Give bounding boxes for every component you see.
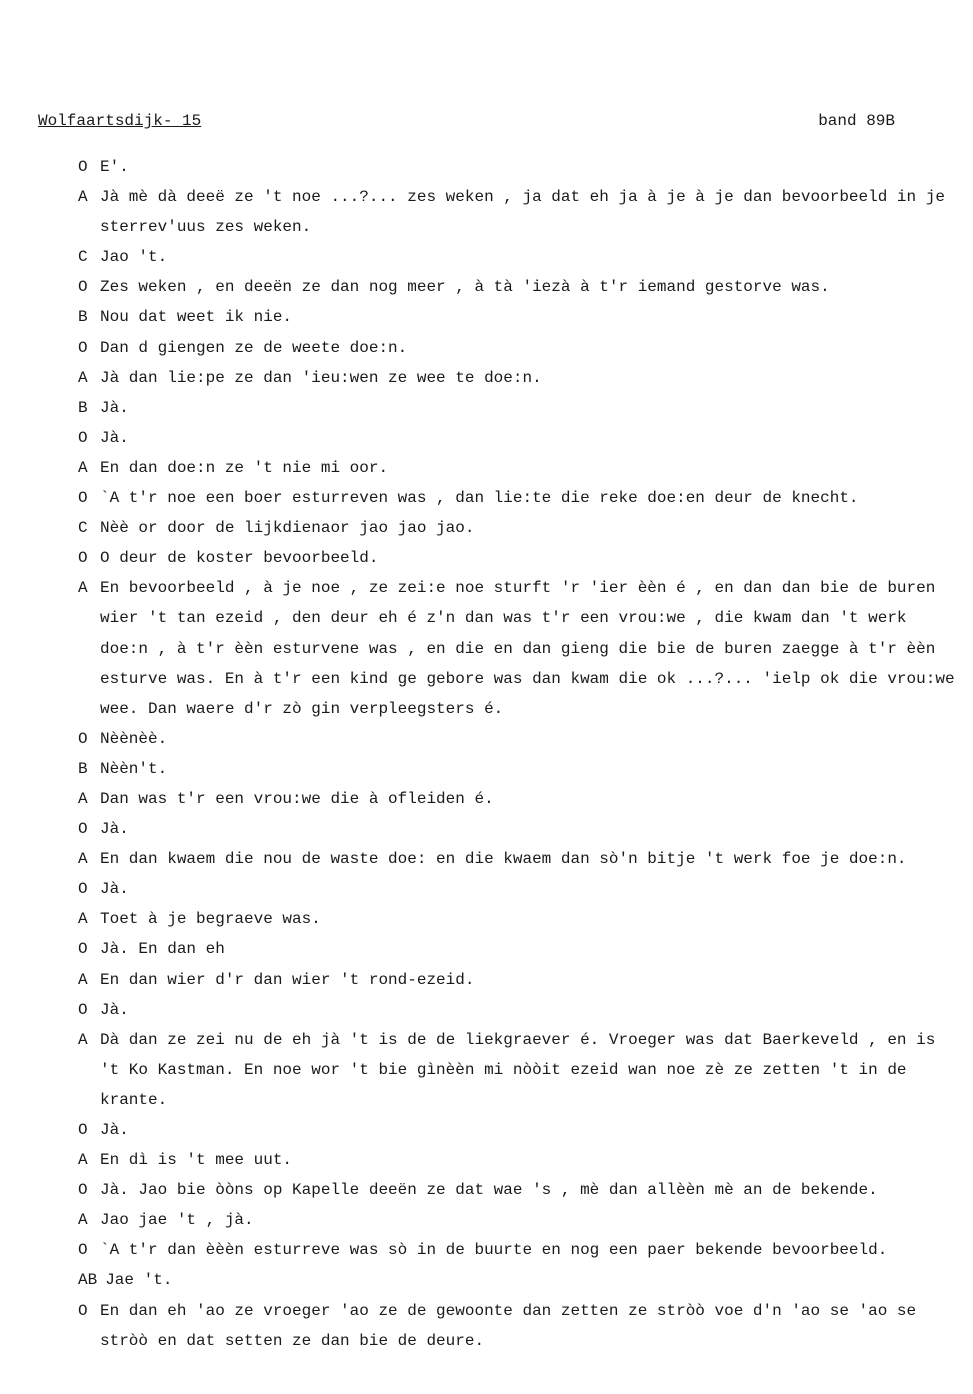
transcript-line [78,453,958,483]
utterance-text: Jà. [100,398,129,417]
utterance-text: Jà. En dan eh [100,940,225,959]
speaker-label: B [78,398,88,417]
utterance-text: Jao jae 't , jà. [100,1211,254,1230]
utterance-text: Nèè or door de lijkdienaor jao jao jao. [100,519,475,538]
transcript-line [78,1205,958,1235]
transcript-line [78,182,958,242]
speaker-label: B [78,308,88,327]
utterance-text: Nèènèè. [100,729,168,748]
utterance-text: Nèèn't. [100,759,168,778]
transcript-line [78,363,958,393]
transcript-line [78,754,958,784]
transcript-line [78,1175,958,1205]
speaker-label: B [78,759,88,778]
transcript-line [78,302,958,332]
transcript-line [78,1145,958,1175]
speaker-label: A [78,368,88,387]
transcript-line [78,152,958,182]
utterance-text: Dà dan ze zei nu de eh jà 't is de de liekgraever é. Vroeger was dat Baerkeveld , en is 't Ko Kastman. En noe wor 't bie gìnèèn mi nòòit ezeid wan noe zè ze zetten 't in de krante. [100,1030,936,1109]
transcript-line [78,1025,958,1115]
utterance-text: Jao 't. [100,248,168,267]
speaker-label: C [78,519,88,538]
utterance-text: En dan kwaem die nou de waste doe: en die kwaem dan sò'n bitje 't werk foe je doe:n. [100,850,907,869]
utterance-text: Nou dat weet ik nie. [100,308,293,327]
transcript-line [78,814,958,844]
speaker-label: O [78,1241,88,1260]
speaker-label: A [78,910,88,929]
speaker-label: O [78,428,88,447]
speaker-label: O [78,820,88,839]
transcript-line [78,904,958,934]
transcript-line [78,393,958,423]
speaker-label: O [78,549,88,568]
speaker-label: O [78,489,88,508]
utterance-text: Jà. [100,1000,129,1019]
speaker-label: O [78,1000,88,1019]
speaker-label: O [78,1181,88,1200]
speaker-label: A [78,579,88,598]
transcript-line [78,483,958,513]
utterance-text: Dan was t'r een vrou:we die à ofleiden é. [100,789,494,808]
utterance-text: Jà. [100,1121,129,1139]
speaker-label: O [78,1301,88,1320]
utterance-text: En dan doe:n ze 't nie mi oor. [100,458,389,477]
speaker-label: A [78,1151,88,1170]
utterance-text: Jà. Jao bie òòns op Kapelle deeën ze dat wae 's , mè dan allèèn mè an de bekende. [100,1181,878,1200]
transcript-line [78,874,958,904]
utterance-text: Jà dan lie:pe ze dan 'ieu:wen ze wee te doe:n. [100,368,542,387]
utterance-text: Jà. [100,880,129,899]
utterance-text: E'. [100,158,129,176]
transcript-line [78,423,958,453]
speaker-label: O [78,729,88,748]
utterance-text: Jà. [100,820,129,839]
transcript-line [78,995,958,1025]
transcript-lines [78,152,958,1356]
utterance-text: Jà mè dà deeë ze 't noe ...?... zes weken , ja dat eh ja à je à je dan bevoorbeeld in je sterrev'uus zes weken. [100,188,945,237]
speaker-label: A [78,188,88,207]
speaker-label: O [78,880,88,899]
speaker-label: A [78,850,88,869]
utterance-text: En dan eh 'ao ze vroeger 'ao ze de gewoonte dan zetten ze stròò voe d'n 'ao se 'ao se stròò en dat setten ze dan bie de deure. [100,1301,917,1350]
utterance-text: En bevoorbeeld , à je noe , ze zei:e noe sturft 'r 'ier èèn é , en dan dan bie de buren wier 't tan ezeid , den deur eh é z'n dan was t'r een vrou:we , die kwam dan 't werk doe:n , à t'r èèn esturvene was , en die en dan gieng die bie de buren zaegge à t'r èèn esturve was. En à t'r een kind ge gebore was dan kwam die ok ...?... 'ielp ok die vrou:we wee. Dan waere d'r zò gin verpleegsters é. [100,579,955,718]
transcript-line [78,934,958,964]
transcript-line [78,1265,958,1295]
transcript-line [78,1296,958,1356]
speaker-label: A [78,789,88,808]
speaker-label: A [78,1030,88,1049]
speaker-label: O [78,278,88,297]
transcript-line [78,543,958,573]
tape-label: band 89B [818,112,895,130]
speaker-label: AB [78,1271,98,1290]
utterance-text: Toet à je begraeve was. [100,910,321,929]
speaker-label: A [78,1211,88,1230]
utterance-text: Dan d giengen ze de weete doe:n. [100,338,408,357]
utterance-text: Jà. [100,428,129,447]
transcript-line [78,242,958,272]
transcript-line [78,573,958,723]
transcript-line [78,784,958,814]
transcript-line [78,844,958,874]
speaker-label: O [78,940,88,959]
transcript-line [78,1235,958,1265]
utterance-text: Zes weken , en deeën ze dan nog meer , à tà 'iezà à t'r iemand gestorve was. [100,278,830,297]
utterance-text: En dan wier d'r dan wier 't rond-ezeid. [100,970,475,989]
utterance-text: En dì is 't mee uut. [100,1151,293,1170]
utterance-text: `A t'r dan èèèn esturreve was sò in de buurte en nog een paer bekende bevoorbeeld. [100,1241,888,1260]
transcript-line [78,513,958,543]
transcript-line [78,724,958,754]
transcript-line [78,272,958,302]
utterance-text: Jae 't. [105,1271,173,1290]
speaker-label: O [78,158,88,176]
utterance-text: O deur de koster bevoorbeeld. [100,549,379,568]
transcript-line [78,965,958,995]
utterance-text: `A t'r noe een boer esturreven was , dan lie:te die reke doe:en deur de knecht. [100,489,859,508]
speaker-label: O [78,1121,88,1139]
location-title: Wolfaartsdijk- 15 [38,112,202,130]
transcript-line [78,333,958,363]
speaker-label: A [78,970,88,989]
page-header [38,112,895,138]
speaker-label: A [78,458,88,477]
speaker-label: O [78,338,88,357]
speaker-label: C [78,248,88,267]
transcript-line [78,1115,958,1145]
